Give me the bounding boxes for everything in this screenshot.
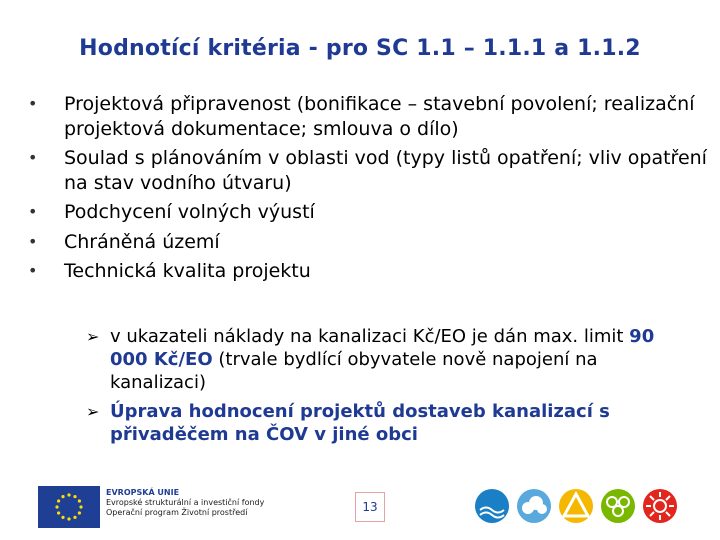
bullet-item	[18, 92, 708, 141]
main-bullet-list	[18, 92, 708, 289]
cloud-icon	[517, 489, 551, 523]
bullet-text: Chráněná území	[64, 230, 220, 253]
water-drop-icon	[475, 489, 509, 523]
sub-bullet-text: Úprava hodnocení projektů dostaveb kanalizací s přivaděčem na ČOV v jiné obci	[110, 401, 610, 445]
slide-title: Hodnotící kritéria - pro SC 1.1 – 1.1.1 a 1.1.2	[79, 36, 641, 61]
bullet-item	[18, 200, 708, 225]
bullet-dot-icon: •	[28, 94, 38, 113]
arrow-bullet-icon: ➢	[86, 402, 100, 421]
sub-bullet-text-pre: v ukazateli náklady na kanalizaci Kč/EO je dán max. limit	[110, 326, 630, 347]
page-number: 13	[355, 492, 385, 522]
op-icons	[470, 486, 690, 526]
sub-bullet-list	[86, 325, 686, 452]
tree-icon	[601, 489, 635, 523]
sub-bullet-item	[86, 325, 686, 394]
arrow-bullet-icon: ➢	[86, 327, 100, 346]
bullet-dot-icon: •	[28, 261, 38, 280]
eu-funding-text	[106, 488, 264, 518]
eu-funds-label: Evropské strukturální a investiční fondy	[106, 498, 265, 507]
sub-bullet-text-post: (trvale bydlící obyvatele nově napojení na kanalizaci)	[110, 349, 598, 393]
bullet-item	[18, 146, 708, 195]
op-label: Operační program Životní prostředí	[106, 508, 248, 517]
bullet-text: Projektová připravenost (bonifikace – stavební povolení; realizační projektová dokumentace; smlouva o dílo)	[64, 93, 695, 140]
eu-org-label: EVROPSKÁ UNIE	[106, 488, 180, 497]
eu-flag-icon	[38, 486, 100, 528]
sub-bullet-item	[86, 400, 686, 446]
footer	[0, 478, 720, 540]
bullet-item	[18, 230, 708, 255]
limit-highlight: 90 000 Kč/EO	[110, 326, 655, 370]
bullet-text: Technická kvalita projektu	[64, 260, 311, 282]
bullet-item	[18, 259, 708, 284]
bullet-dot-icon: •	[28, 148, 38, 167]
sun-icon	[643, 489, 677, 523]
bullet-dot-icon: •	[28, 202, 38, 221]
bullet-dot-icon: •	[28, 231, 38, 251]
bullet-text: Soulad s plánováním v oblasti vod (typy listů opatření; vliv opatření na stav vodního útvaru)	[64, 147, 707, 194]
bullet-text: Podchycení volných výustí	[64, 201, 315, 223]
triangle-icon	[559, 489, 593, 523]
